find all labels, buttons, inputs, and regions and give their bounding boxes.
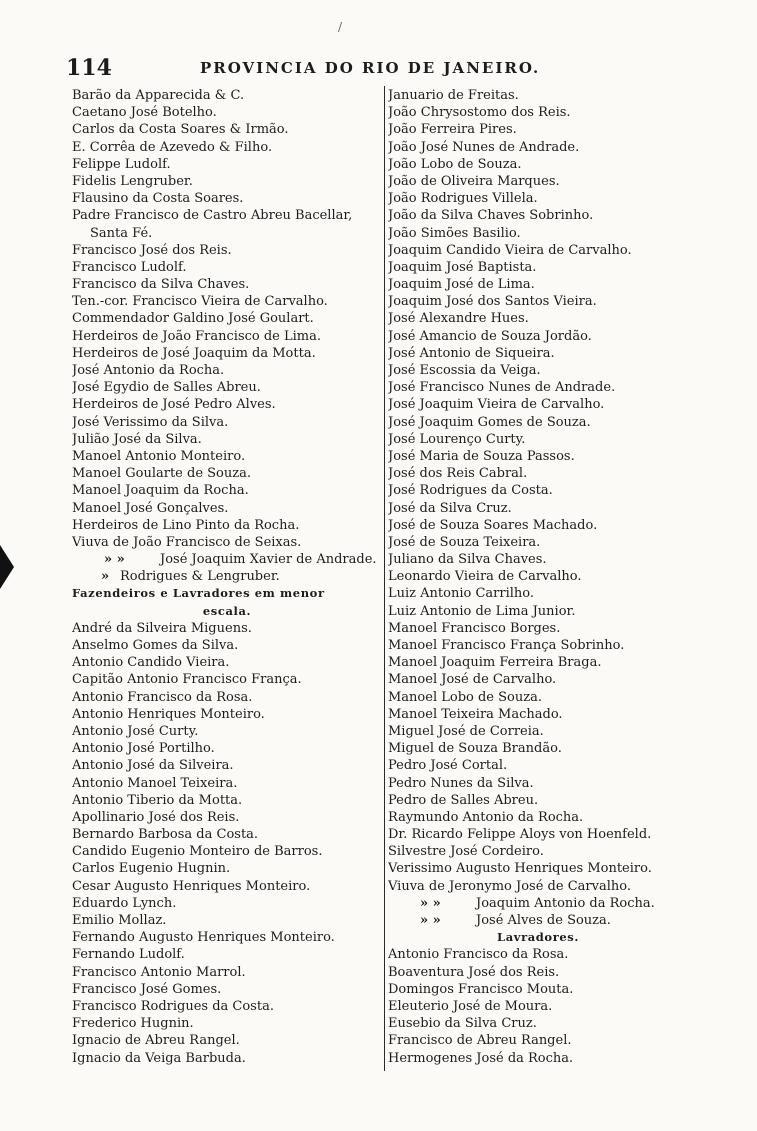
list-item: Frederico Hugnin. [72,1016,194,1032]
ditto-line [72,551,382,568]
running-title: PROVINCIA DO RIO DE JANEIRO. [200,59,541,77]
list-item: Francisco Ludolf. [72,259,187,275]
section-heading-continued: escala. [202,603,252,618]
list-item: Miguel José de Correia. [388,723,544,739]
list-item: Manoel Francisco Borges. [388,620,561,636]
list-item: Manoel Antonio Monteiro. [72,448,246,464]
list-item: Manoel Goularte de Souza. [72,466,251,482]
list-item: José Rodrigues da Costa. [388,483,553,499]
list-item: Herdeiros de José Pedro Alves. [72,397,276,413]
list-item: Felippe Ludolf. [72,156,171,172]
list-item: João da Silva Chaves Sobrinho. [388,208,594,224]
list-item: José Antonio de Siqueira. [388,345,555,361]
list-item: Antonio Francisco da Rosa. [388,947,569,963]
list-item: Antonio José Curty. [72,723,199,739]
section-heading: Lavradores. [497,930,579,945]
list-item: José Joaquim Vieira de Carvalho. [388,397,605,413]
list-item: Luiz Antonio de Lima Junior. [388,603,576,619]
list-item: Fernando Ludolf. [72,947,185,963]
list-item: José de Souza Teixeira. [388,534,541,550]
list-item: João Rodrigues Villela. [388,191,538,207]
list-item: José Maria de Souza Passos. [388,448,575,464]
list-item: André da Silveira Miguens. [72,620,252,636]
left-entries-fazendeiros [72,87,382,551]
list-item: Francisco de Abreu Rangel. [388,1033,572,1049]
page-number: 114 [66,55,112,81]
list-item: Luiz Antonio Carrilho. [388,586,534,602]
ditto-mark: » » [420,913,441,928]
list-item: Eduardo Lynch. [72,895,177,911]
list-item: Padre Francisco de Castro Abreu Bacellar, [72,208,353,224]
list-item: Barão da Apparecida & C. [72,88,245,103]
list-item: João Simões Basilio. [388,225,521,241]
list-item: Emilio Mollaz. [72,913,167,928]
list-item: José Egydio de Salles Abreu. [72,380,261,396]
list-item: Antonio Tiberio da Motta. [72,792,243,808]
ink-speck: / [338,20,343,34]
list-item: Antonio José da Silveira. [72,758,234,774]
list-item: João de Oliveira Marques. [388,173,560,189]
list-item: Capitão Antonio Francisco França. [72,672,302,688]
list-item: Boaventura José dos Reis. [388,964,560,980]
list-item: Raymundo Antonio da Rocha. [388,809,584,825]
list-item: Manoel Joaquim da Rocha. [72,483,249,499]
list-item: Pedro José Cortal. [388,758,508,774]
list-item: José de Souza Soares Machado. [388,517,598,533]
list-item: Verissimo Augusto Henriques Monteiro. [388,861,652,877]
list-item: Flausino da Costa Soares. [72,191,244,207]
left-entries-menor-escala [72,620,382,1067]
ditto-line [388,895,688,912]
list-item: Candido Eugenio Monteiro de Barros. [72,844,323,860]
list-item: José Joaquim Gomes de Souza. [388,414,591,430]
list-item: Januario de Freitas. [388,88,519,103]
list-item: Herdeiros de Lino Pinto da Rocha. [72,517,300,533]
list-item: João Ferreira Pires. [388,122,517,138]
ditto-entry: José Alves de Souza. [476,913,611,928]
ditto-entry: Rodrigues & Lengruber. [120,569,280,585]
list-item: Caetano José Botelho. [72,105,217,121]
list-item: Domingos Francisco Mouta. [388,981,574,997]
column-divider [384,86,385,1071]
list-item: José Lourenço Curty. [388,431,526,447]
list-item: João Chrysostomo dos Reis. [388,105,571,121]
list-item: Manoel Teixeira Machado. [388,706,563,722]
list-item: Ignacio da Veiga Barbuda. [72,1050,246,1066]
list-item: Commendador Galdino José Goulart. [72,311,314,327]
section-heading: Fazendeiros e Lavradores em menor [72,586,325,601]
list-item: Santa Fé. [90,225,153,241]
list-item: José da Silva Cruz. [388,500,512,516]
list-item: Pedro Nunes da Silva. [388,775,534,791]
list-item: Francisco José Gomes. [72,981,222,997]
list-item: José Escossia da Veiga. [388,363,541,378]
list-item: Antonio Henriques Monteiro. [72,706,265,722]
list-item: Leonardo Vieira de Carvalho. [388,569,582,585]
list-item: Eusebio da Silva Cruz. [388,1016,537,1032]
list-item: Joaquim José dos Santos Vieira. [388,294,597,310]
list-item: Ten.-cor. Francisco Vieira de Carvalho. [72,294,328,310]
list-item: Eleuterio José de Moura. [388,998,553,1014]
margin-triangle-mark [0,545,14,589]
list-item: Carlos Eugenio Hugnin. [72,861,231,877]
ditto-entry: Joaquim Antonio da Rocha. [476,895,655,911]
list-item: Joaquim Candido Vieira de Carvalho. [388,242,632,258]
list-item: E. Corrêa de Azevedo & Filho. [72,139,273,155]
ditto-line [388,912,688,929]
list-item: Manoel José de Carvalho. [388,672,557,688]
list-item: Julião José da Silva. [72,431,202,447]
list-item: Manoel Lobo de Souza. [388,689,542,705]
page-header [66,55,586,83]
right-entries-lavradores [388,946,688,1066]
list-item: Antonio José Portilho. [72,741,215,757]
list-item: Francisco da Silva Chaves. [72,277,250,293]
list-item: João José Nunes de Andrade. [388,139,580,155]
list-item: José Alexandre Hues. [388,311,529,327]
left-column [72,87,382,1067]
ditto-entry: José Joaquim Xavier de Andrade. [160,552,377,568]
list-item: Miguel de Souza Brandão. [388,741,562,757]
list-item: Viuva de Jeronymo José de Carvalho. [388,878,631,894]
list-item: Fidelis Lengruber. [72,173,193,189]
list-item: João Lobo de Souza. [388,156,522,172]
list-item: José Amancio de Souza Jordão. [388,328,592,344]
list-item: Joaquim José de Lima. [388,277,535,293]
list-item: Antonio Candido Vieira. [72,655,230,671]
list-item: Herdeiros de José Joaquim da Motta. [72,345,316,361]
list-item: Francisco Rodrigues da Costa. [72,998,274,1014]
ditto-line [72,568,382,585]
list-item: José Verissimo da Silva. [72,414,229,430]
list-item: Carlos da Costa Soares & Irmão. [72,122,289,138]
list-item: Manoel Francisco França Sobrinho. [388,638,625,653]
list-item: José dos Reis Cabral. [388,466,528,482]
list-item: Bernardo Barbosa da Costa. [72,827,259,843]
list-item: Silvestre José Cordeiro. [388,844,544,860]
list-item: Juliano da Silva Chaves. [388,552,547,568]
list-item: José Francisco Nunes de Andrade. [388,380,616,396]
list-item: Apollinario José dos Reis. [72,809,240,825]
list-item: Antonio Manoel Teixeira. [72,775,238,791]
ditto-mark: » » [420,895,441,911]
list-item: Francisco José dos Reis. [72,242,232,258]
list-item: Ignacio de Abreu Rangel. [72,1033,240,1049]
ditto-mark: » [100,569,110,585]
right-entries-fazendeiros [388,87,688,895]
list-item: Francisco Antonio Marrol. [72,964,246,980]
list-item: Pedro de Salles Abreu. [388,792,539,808]
list-item: Dr. Ricardo Felippe Aloys von Hoenfeld. [388,827,652,843]
list-item: Manoel Joaquim Ferreira Braga. [388,655,602,671]
list-item: Cesar Augusto Henriques Monteiro. [72,878,311,894]
list-item: Viuva de João Francisco de Seixas. [72,534,302,550]
list-item: Anselmo Gomes da Silva. [72,638,239,653]
list-item: José Antonio da Rocha. [72,363,225,378]
list-item: Antonio Francisco da Rosa. [72,689,253,705]
right-column [388,87,688,1067]
list-item: Hermogenes José da Rocha. [388,1050,574,1066]
list-item: Herdeiros de João Francisco de Lima. [72,328,322,344]
list-item: Joaquim José Baptista. [388,259,537,275]
list-item: Manoel José Gonçalves. [72,500,229,516]
ditto-mark: » » [104,552,125,568]
list-item: Fernando Augusto Henriques Monteiro. [72,930,335,946]
